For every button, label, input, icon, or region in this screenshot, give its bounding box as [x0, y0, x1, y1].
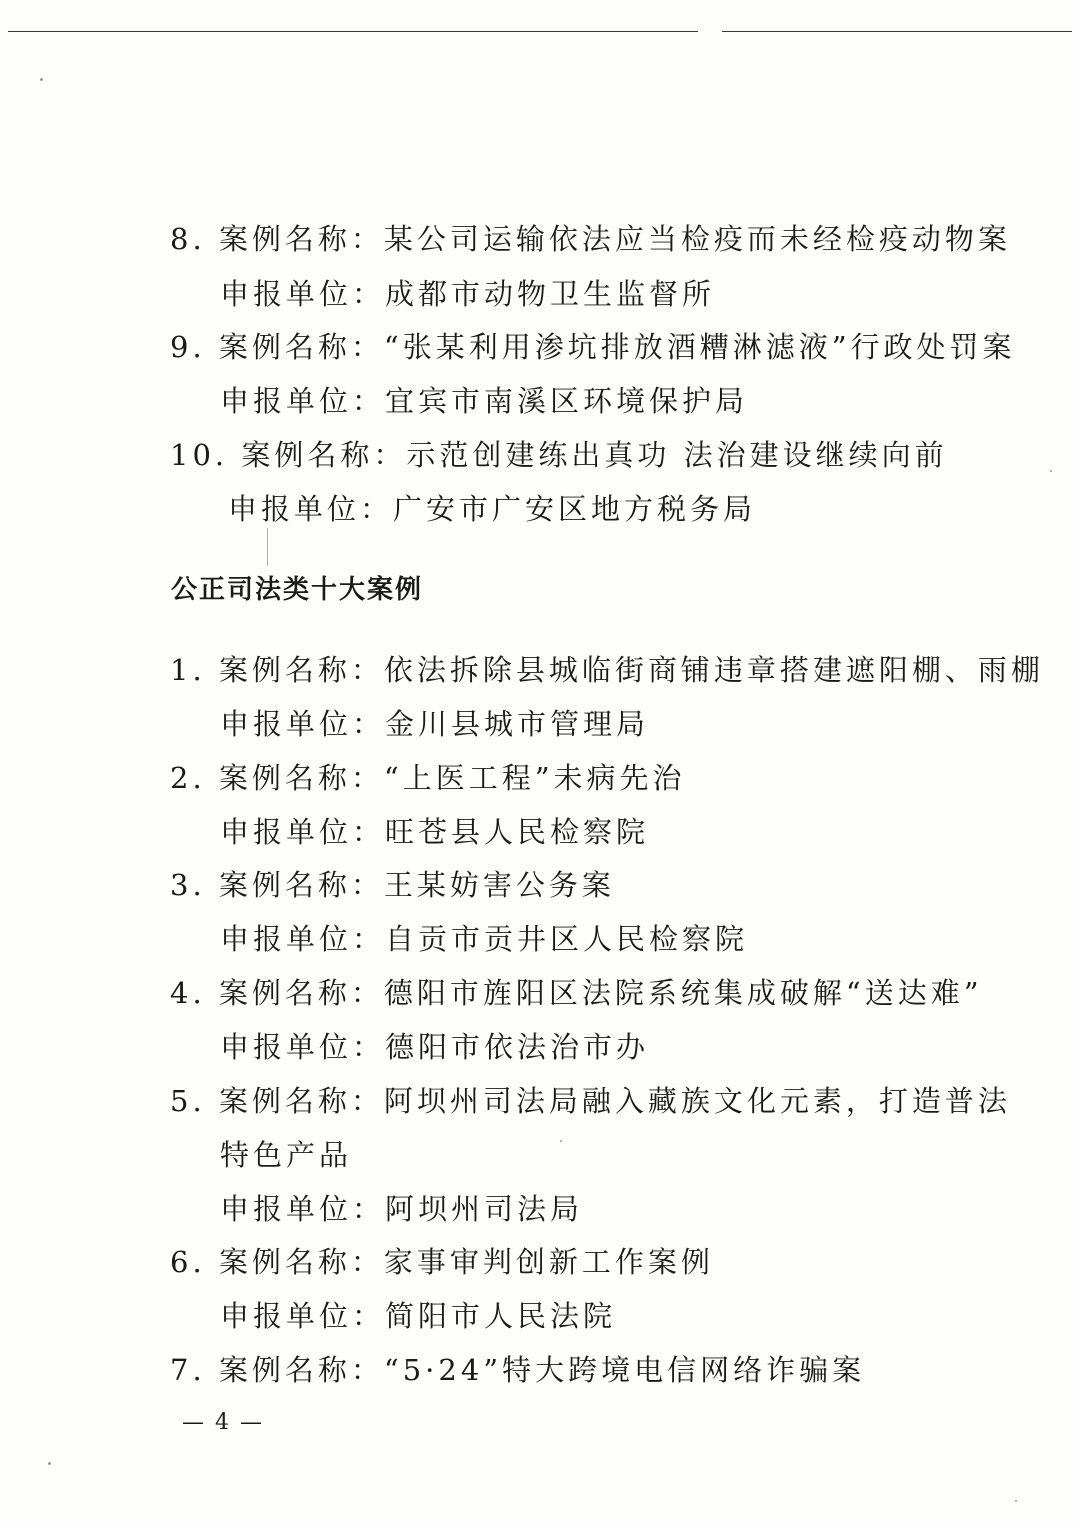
item-number: 4.	[170, 976, 206, 1010]
case-name-line	[170, 219, 1011, 259]
unit-label: 申报单位：	[220, 277, 386, 311]
case-name-label: 案例名称：	[218, 1245, 384, 1279]
scan-artifact	[267, 528, 268, 566]
case-name: 德阳市旌阳区法院系统集成破解“送达难”	[383, 976, 983, 1010]
header-rule-right	[722, 31, 1072, 32]
unit-line	[220, 919, 748, 959]
unit-label: 申报单位：	[220, 1030, 386, 1064]
item-number: 10.	[170, 438, 229, 472]
unit-label: 申报单位：	[220, 1299, 386, 1333]
unit-line	[220, 812, 649, 852]
case-name: 家事审判创新工作案例	[383, 1245, 714, 1279]
item-number: 2.	[170, 761, 206, 795]
case-name-line	[170, 435, 948, 475]
unit-name: 自贡市贡井区人民检察院	[385, 922, 749, 956]
unit-line	[220, 274, 715, 314]
unit-name: 旺苍县人民检察院	[385, 815, 650, 849]
unit-label: 申报单位：	[220, 384, 386, 418]
item-number: 1.	[170, 653, 206, 687]
unit-label: 申报单位：	[220, 922, 386, 956]
case-name-label: 案例名称：	[218, 222, 384, 256]
case-name-line	[170, 650, 1044, 690]
case-name: 某公司运输依法应当检疫而未经检疫动物案	[383, 222, 1011, 256]
unit-name: 成都市动物卫生监督所	[385, 277, 716, 311]
unit-name: 德阳市依法治市办	[385, 1030, 650, 1064]
item-number: 3.	[170, 868, 206, 902]
scan-speck	[48, 1462, 51, 1465]
case-name-label: 案例名称：	[218, 761, 384, 795]
case-name-label: 案例名称：	[218, 330, 384, 364]
header-rule-left	[8, 31, 698, 32]
item-number: 9.	[170, 330, 206, 364]
item-number: 6.	[170, 1245, 206, 1279]
case-name-line	[170, 758, 686, 798]
unit-label: 申报单位：	[228, 492, 394, 526]
unit-line	[220, 381, 748, 421]
case-name-label: 案例名称：	[218, 653, 384, 687]
case-name-line	[170, 1242, 714, 1282]
unit-line	[220, 1296, 616, 1336]
unit-line	[220, 704, 649, 744]
case-name-label: 案例名称：	[241, 438, 407, 472]
unit-line	[228, 489, 756, 529]
unit-name: 广安市广安区地方税务局	[393, 492, 757, 526]
unit-name: 阿坝州司法局	[385, 1192, 584, 1226]
case-name-continuation: 特色产品	[220, 1138, 353, 1172]
page-number: — 4 —	[182, 1410, 264, 1435]
case-name-line	[170, 973, 983, 1013]
unit-label: 申报单位：	[220, 815, 386, 849]
case-name-label: 案例名称：	[218, 868, 384, 902]
case-name: 示范创建练出真功 法治建设继续向前	[406, 438, 948, 472]
unit-line	[220, 1027, 649, 1067]
scan-speck	[560, 1140, 562, 1142]
case-name-label: 案例名称：	[218, 976, 384, 1010]
case-name-line	[170, 1081, 1011, 1121]
section-heading: 公正司法类十大案例	[171, 575, 424, 605]
case-name: 依法拆除县城临街商铺违章搭建遮阳棚、雨棚	[383, 653, 1044, 687]
unit-label: 申报单位：	[220, 1192, 386, 1226]
case-name-label: 案例名称：	[218, 1353, 384, 1387]
scan-speck	[40, 78, 43, 81]
case-name: “5·24”特大跨境电信网络诈骗案	[383, 1353, 866, 1387]
case-name-label: 案例名称：	[218, 1084, 384, 1118]
scan-speck	[1050, 470, 1052, 472]
item-number: 7.	[170, 1353, 206, 1387]
unit-line	[220, 1189, 583, 1229]
case-name-line	[170, 865, 615, 905]
item-number: 8.	[170, 222, 206, 256]
case-name: “张某利用渗坑排放酒糟淋滤液”行政处罚案	[383, 330, 1016, 364]
case-name-line	[170, 327, 1016, 367]
case-name-line	[170, 1350, 865, 1390]
scan-speck	[1015, 1500, 1017, 1502]
unit-name: 金川县城市管理局	[385, 707, 650, 741]
case-name: 阿坝州司法局融入藏族文化元素，打造普法	[383, 1084, 1011, 1118]
item-number: 5.	[170, 1084, 206, 1118]
unit-name: 宜宾市南溪区环境保护局	[385, 384, 749, 418]
case-name: “上医工程”未病先治	[383, 761, 686, 795]
unit-name: 简阳市人民法院	[385, 1299, 617, 1333]
unit-label: 申报单位：	[220, 707, 386, 741]
case-name: 王某妨害公务案	[383, 868, 615, 902]
